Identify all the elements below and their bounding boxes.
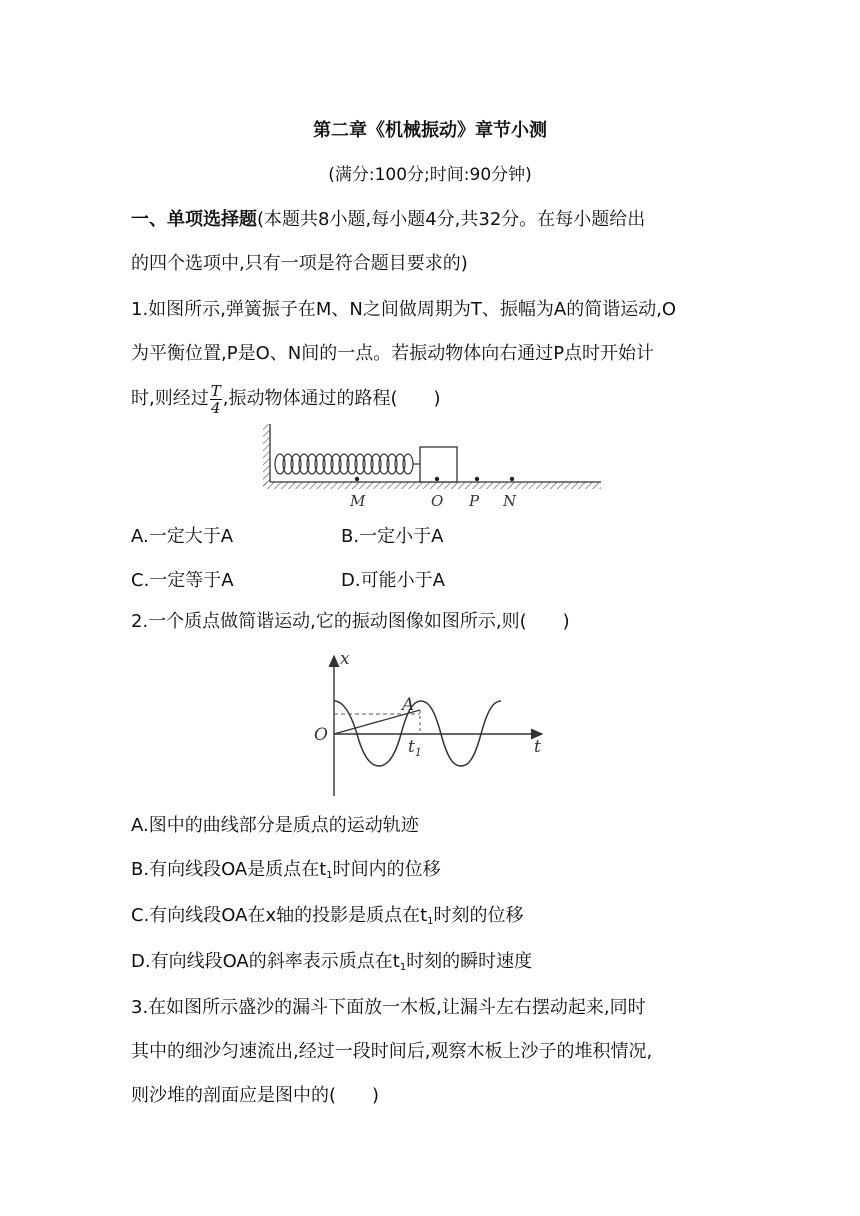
label-p: P bbox=[469, 492, 480, 510]
section-desc-1: (本题共8小题,每小题4分,共32分。在每小题给出 bbox=[257, 209, 646, 230]
q1-line-3-post: ,振动物体通过的路程( ) bbox=[222, 388, 441, 409]
q2-option-d-pre: D.有向线段OA的斜率表示质点在t bbox=[131, 951, 400, 972]
q3-line-3: 则沙堆的剖面应是图中的( ) bbox=[131, 1085, 380, 1106]
point-p bbox=[475, 477, 479, 481]
section-desc-2: 的四个选项中,只有一项是符合题目要求的) bbox=[131, 253, 468, 274]
q2-option-a[interactable]: A.图中的曲线部分是质点的运动轨迹 bbox=[131, 815, 419, 836]
label-t1: $t_1$ bbox=[408, 737, 422, 759]
vibration-graph bbox=[310, 648, 550, 798]
point-n bbox=[510, 477, 514, 481]
spring-oscillator-figure bbox=[258, 420, 608, 512]
label-point-a: A bbox=[402, 695, 415, 715]
q2-option-c-pre: C.有向线段OA在x轴的投影是质点在t bbox=[131, 905, 428, 926]
page-subtitle: (满分:100分;时间:90分钟) bbox=[328, 165, 532, 185]
q2-option-b-sub: 1 bbox=[326, 870, 333, 881]
label-n: N bbox=[503, 492, 517, 510]
label-x-axis: x bbox=[340, 649, 350, 669]
q2-option-b-post: 时间内的位移 bbox=[332, 859, 441, 880]
q1-fraction-den: 4 bbox=[210, 398, 221, 417]
q3-line-1: 3.在如图所示盛沙的漏斗下面放一木板,让漏斗左右摆动起来,同时 bbox=[131, 997, 646, 1018]
q3-line-2: 其中的细沙匀速流出,经过一段时间后,观察木板上沙子的堆积情况, bbox=[131, 1041, 653, 1062]
section-heading-line bbox=[131, 208, 645, 232]
q1-line-3-pre: 时,则经过 bbox=[131, 388, 209, 409]
q2-option-c-post: 时刻的位移 bbox=[433, 905, 524, 926]
q1-line-3 bbox=[131, 382, 441, 416]
q1-option-d[interactable]: D.可能小于A bbox=[341, 570, 445, 591]
page-title: 第二章《机械振动》章节小测 bbox=[313, 120, 547, 141]
q2-option-d[interactable] bbox=[131, 950, 532, 980]
q1-option-c[interactable]: C.一定等于A bbox=[131, 570, 234, 591]
oscillator-block bbox=[420, 447, 457, 482]
wall bbox=[263, 424, 270, 486]
q2-option-c[interactable] bbox=[131, 904, 524, 934]
label-t-axis: t bbox=[534, 737, 541, 757]
q1-line-2: 为平衡位置,P是O、N间的一点。若振动物体向右通过P点时开始计 bbox=[131, 343, 655, 364]
point-o bbox=[435, 477, 439, 481]
label-m: M bbox=[350, 492, 366, 510]
q1-option-b[interactable]: B.一定小于A bbox=[341, 526, 444, 547]
point-m bbox=[355, 477, 359, 481]
q2-option-c-sub: 1 bbox=[427, 916, 434, 927]
q1-fraction bbox=[210, 383, 222, 416]
label-origin: O bbox=[314, 725, 328, 745]
q2-option-b-pre: B.有向线段OA是质点在t bbox=[131, 859, 327, 880]
q2-option-d-sub: 1 bbox=[399, 962, 407, 973]
ground bbox=[263, 482, 601, 489]
q1-option-a[interactable]: A.一定大于A bbox=[131, 526, 234, 547]
spring bbox=[275, 454, 420, 474]
q2-option-d-post: 时刻的瞬时速度 bbox=[406, 951, 533, 972]
label-o: O bbox=[431, 492, 444, 510]
q2-stem: 2.一个质点做简谐运动,它的振动图像如图所示,则( ) bbox=[131, 611, 570, 632]
q1-fraction-num: T bbox=[210, 381, 221, 400]
section-heading: 一、单项选择题 bbox=[131, 209, 257, 230]
q1-line-1: 1.如图所示,弹簧振子在M、N之间做周期为T、振幅为A的简谐运动,O bbox=[131, 299, 677, 320]
q2-option-b[interactable] bbox=[131, 858, 441, 888]
